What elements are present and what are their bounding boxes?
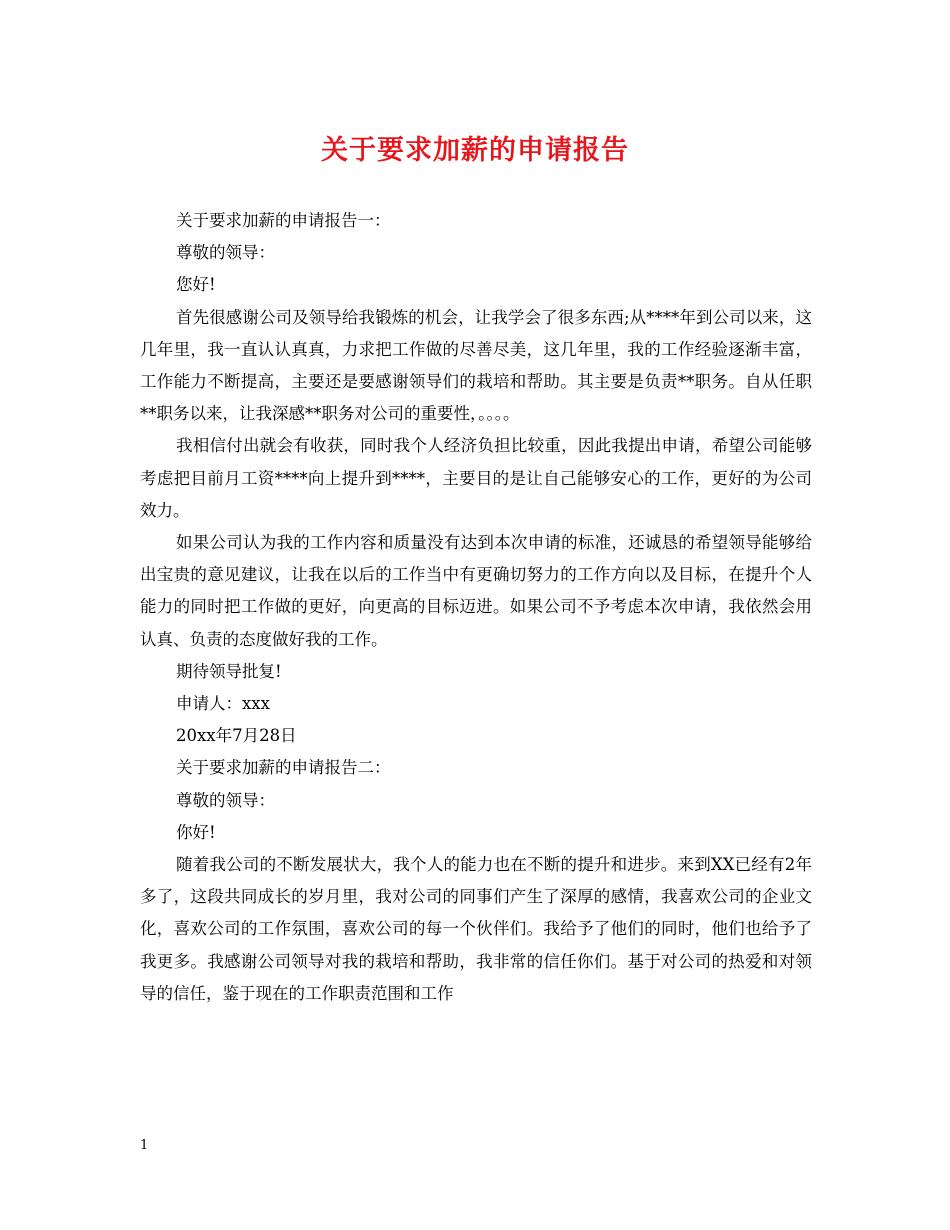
page-number: 1 (140, 1138, 149, 1153)
greeting-1: 您好! (176, 275, 216, 295)
body-paragraph: 首先很感谢公司及领导给我锻炼的机会，让我学会了很多东西;从****年到公司以来，这几年里，我一直认认真真，力求把工作做的尽善尽美，这几年里，我的工作经验逐渐丰富，工作能力不断提高，主要还是要感谢领导们的栽培和帮助。其主要是负责**职务。自从任职**职务以来，让我深感**职务对公司的重要性，。。。。 (140, 307, 812, 424)
salutation-2: 尊敬的领导： (176, 790, 275, 810)
document-body (140, 205, 812, 1010)
closing-line: 期待领导批复! (176, 661, 282, 681)
document-title: 关于要求加薪的申请报告 (321, 135, 629, 166)
section-heading-1: 关于要求加薪的申请报告一： (176, 211, 391, 230)
body-paragraph: 随着我公司的不断发展状大，我个人的能力也在不断的提升和进步。来到XX已经有2年多了，这段共同成长的岁月里，我对公司的同事们产生了深厚的感情，我喜欢公司的企业文化，喜欢公司的工作氛围，喜欢公司的每一个伙伴们。我给予了他们的同时，他们也给予了我更多。我感谢公司领导对我的栽培和帮助，我非常的信任你们。基于对公司的热爱和对领导的信任，鉴于现在的工作职责范围和工作 (140, 855, 812, 1003)
body-paragraph: 如果公司认为我的工作内容和质量没有达到本次申请的标准，还诚恳的希望领导能够给出宝贵的意见建议，让我在以后的工作当中有更确切努力的工作方向以及目标，在提升个人能力的同时把工作做的更好，向更高的目标迈进。如果公司不予考虑本次申请，我依然会用认真、负责的态度做好我的工作。 (140, 533, 812, 649)
body-paragraph: 我相信付出就会有收获，同时我个人经济负担比较重，因此我提出申请，希望公司能够考虑把目前月工资****向上提升到****，主要目的是让自己能够安心的工作，更好的为公司效力。 (140, 436, 812, 520)
applicant-line: 申请人：xxx (176, 694, 270, 714)
section-heading-2: 关于要求加薪的申请报告二： (176, 758, 391, 778)
greeting-2: 你好! (176, 822, 216, 842)
date-line: 20xx年7月28日 (176, 726, 297, 746)
salutation-1: 尊敬的领导： (176, 243, 275, 263)
